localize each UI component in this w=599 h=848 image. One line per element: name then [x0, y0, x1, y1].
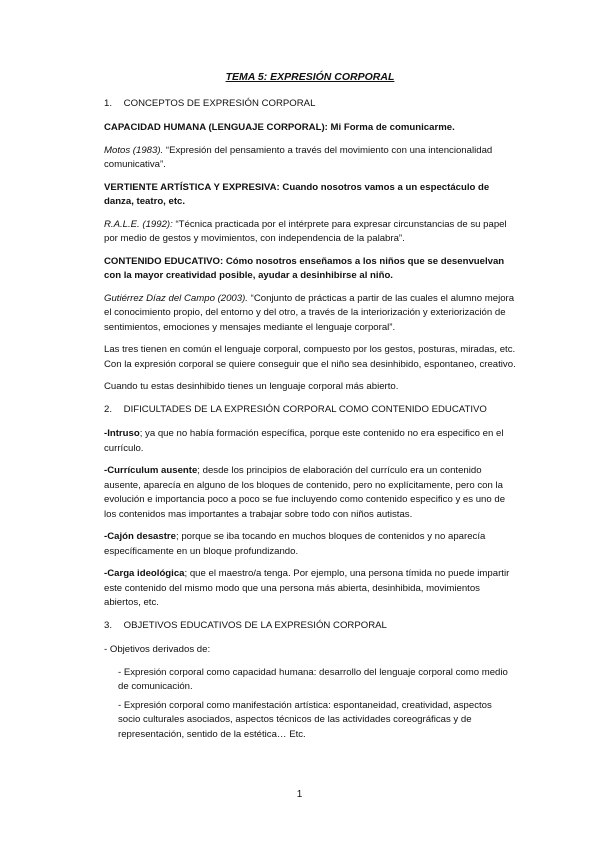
- page-number: 1: [296, 789, 303, 800]
- term-description: ; porque se iba tocando en muchos bloques de contenidos y no aparecía específicamente en un bloque profundizando.: [104, 531, 486, 557]
- s1-paragraph-3: VERTIENTE ARTÍSTICA Y EXPRESIVA: Cuando nosotros vamos a un espectáculo de danza, teatro, etc.: [104, 181, 490, 207]
- term-description: ; que el maestro/a tenga. Por ejemplo, una persona tímida no puede impartir este contenido del mismo modo que una persona más abierta, desinhibida, movimientos abiertos, etc.: [104, 568, 510, 608]
- s1-paragraph-6: [104, 292, 516, 336]
- quote-text: “Conjunto de prácticas a partir de las cuales el alumno mejora el conocimiento propio, del entorno y del otro, a través de la interiorización y exteriorización de sentimientos, emociones y mensajes mediante el lenguaje corporal”.: [104, 292, 515, 333]
- s2-paragraph-3: [104, 530, 516, 559]
- section-3-heading: [104, 619, 516, 634]
- quote-text: “Técnica practicada por el intérprete para expresar circunstancias de su papel por medio de gestos y movimientos, con independencia de la palabra”.: [104, 218, 507, 244]
- section-2-title: DIFICULTADES DE LA EXPRESIÓN CORPORAL COMO CONTENIDO EDUCATIVO: [123, 403, 487, 415]
- term: -Currículum ausente: [104, 465, 198, 476]
- s3-paragraph-1: - Objetivos derivados de:: [104, 644, 211, 655]
- section-3-number: 3.: [104, 619, 113, 631]
- quote-text: “Expresión del pensamiento a través del movimiento con una intencionalidad comunicativa”.: [104, 144, 493, 170]
- s2-paragraph-4: [104, 567, 516, 611]
- citation: Motos (1983).: [104, 144, 164, 156]
- section-2-number: 2.: [104, 403, 113, 415]
- section-1-number: 1.: [104, 97, 113, 109]
- document-title: TEMA 5: EXPRESIÓN CORPORAL: [225, 71, 395, 83]
- term-description: ; desde los principios de elaboración del currículo era un contenido ausente, aparecía en alguno de los bloques de contenido, pero no explícitamente, pero con la evolución e importancia poco a poco se fue incluyendo como contenido especifico y es uno de los contenidos mas importantes a trabajar sobre todo con niños autistas.: [104, 465, 506, 520]
- s1-paragraph-8: Cuando tu estas desinhibido tienes un lenguaje corporal más abierto.: [104, 381, 399, 392]
- section-2-heading: [104, 403, 516, 418]
- s1-paragraph-4: [104, 218, 516, 247]
- term: -Carga ideológica: [104, 568, 185, 579]
- section-1-heading: [104, 97, 516, 112]
- section-3-title: OBJETIVOS EDUCATIVOS DE LA EXPRESIÓN CORPORAL: [123, 619, 387, 631]
- term: -Intruso: [104, 428, 140, 439]
- term: -Cajón desastre: [104, 531, 176, 542]
- list-item: - Expresión corporal como manifestación artística: espontaneidad, creatividad, aspectos socio culturales asociados, aspectos técnicos de las actividades coreográficas y de representación, sentido de la estética… Etc.: [118, 699, 492, 740]
- document-body: [104, 70, 516, 746]
- s1-paragraph-1: CAPACIDAD HUMANA (LENGUAJE CORPORAL): Mi Forma de comunicarme.: [104, 122, 455, 133]
- s1-paragraph-7: Las tres tienen en común el lenguaje corporal, compuesto por los gestos, posturas, miradas, etc. Con la expresión corporal se quiere conseguir que el niño sea desinhibido, espontaneo, creativo.: [104, 344, 516, 370]
- s2-paragraph-1: [104, 427, 516, 456]
- s2-paragraph-2: [104, 464, 516, 522]
- s1-paragraph-5: CONTENIDO EDUCATIVO: Cómo nosotros enseñamos a los niños que se desenvuelvan con la mayor creatividad posible, ayudar a desinhibirse al niño.: [104, 255, 505, 281]
- term-description: ; ya que no había formación específica, porque este contenido no era especifico en el currículo.: [104, 428, 504, 454]
- section-1-title: CONCEPTOS DE EXPRESIÓN CORPORAL: [123, 97, 316, 109]
- citation: Gutiérrez Díaz del Campo (2003).: [104, 292, 248, 304]
- list-item: - Expresión corporal como capacidad humana: desarrollo del lenguaje corporal como medio de comunicación.: [118, 666, 508, 692]
- citation: R.A.L.E. (1992):: [104, 218, 173, 230]
- s1-paragraph-2: [104, 144, 516, 173]
